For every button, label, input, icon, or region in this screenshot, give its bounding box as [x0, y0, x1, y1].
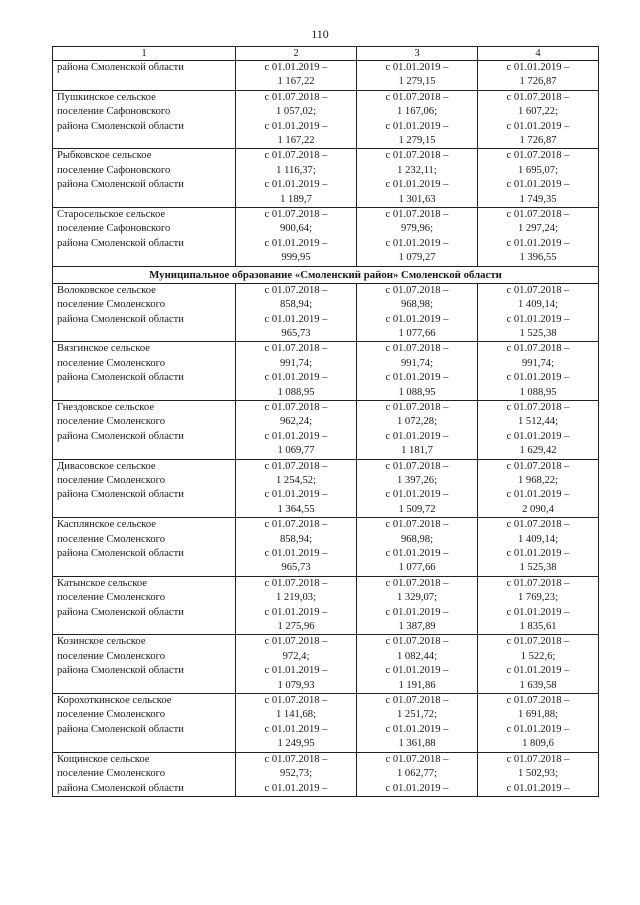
- settlement-name-line: Дивасовское сельское: [57, 460, 156, 472]
- value-cell-col3: [357, 752, 478, 796]
- tariff-table: [52, 46, 599, 797]
- value-line: с 01.07.2018 –: [264, 753, 328, 765]
- value-cell-col2: [236, 342, 357, 401]
- table-row: [53, 459, 599, 518]
- value-line: 1 607,22;: [517, 106, 559, 118]
- value-cell-col3: [357, 283, 478, 342]
- value-line: 1 167,06;: [396, 106, 438, 118]
- value-line: 1 769,23;: [517, 592, 559, 604]
- value-line: с 01.01.2019 –: [385, 430, 449, 442]
- value-line: с 01.07.2018 –: [264, 150, 328, 162]
- value-line: 1 116,37;: [276, 164, 316, 176]
- settlement-name-line: поселение Смоленского: [57, 299, 166, 311]
- settlement-name-line: поселение Смоленского: [57, 768, 166, 780]
- value-line: с 01.01.2019 –: [506, 62, 570, 73]
- value-line: с 01.01.2019 –: [506, 237, 570, 249]
- value-cell-col2: [236, 576, 357, 635]
- value-line: 968,98;: [400, 299, 434, 311]
- value-line: 1 088,95: [277, 386, 315, 398]
- value-cell-col4: [478, 459, 599, 518]
- value-cell-col2: [236, 90, 357, 149]
- value-line: с 01.07.2018 –: [385, 695, 449, 707]
- value-line: 1 088,95: [519, 386, 557, 398]
- value-line: 1 167,22: [277, 76, 315, 88]
- value-line: с 01.01.2019 –: [385, 548, 449, 559]
- value-line: 1 835,61: [519, 621, 557, 633]
- value-line: 1 297,24;: [517, 223, 559, 235]
- value-cell-col2: [236, 283, 357, 342]
- value-cell-col3: [357, 400, 478, 459]
- value-line: с 01.07.2018 –: [506, 91, 570, 103]
- value-line: с 01.01.2019 –: [506, 548, 570, 559]
- settlement-name-line: района Смоленской области: [57, 237, 184, 249]
- value-cell-col4: [478, 576, 599, 635]
- value-cell-col3: [357, 342, 478, 401]
- value-cell-col2: [236, 400, 357, 459]
- settlement-name-cell: [53, 90, 236, 149]
- value-cell-col2: [236, 208, 357, 267]
- value-line: с 01.01.2019 –: [385, 782, 449, 794]
- settlement-name-line: Волоковское сельское: [57, 284, 156, 296]
- table-body-before-section: [53, 61, 599, 267]
- settlement-name-line: района Смоленской области: [57, 723, 184, 735]
- value-cell-col3: [357, 635, 478, 694]
- settlement-name-line: района Смоленской области: [57, 606, 184, 618]
- value-line: 1 522,6;: [520, 650, 556, 662]
- table-row: [53, 90, 599, 149]
- value-line: с 01.07.2018 –: [506, 460, 570, 472]
- value-cell-col2: [236, 459, 357, 518]
- value-line: с 01.07.2018 –: [385, 636, 449, 648]
- column-number-2: 2: [236, 47, 357, 61]
- settlement-name-cell: [53, 752, 236, 796]
- value-line: с 01.07.2018 –: [264, 519, 328, 531]
- value-line: 1 189,7: [280, 193, 312, 205]
- value-line: с 01.01.2019 –: [506, 120, 570, 132]
- settlement-name-line: Кощинское сельское: [57, 753, 150, 765]
- value-cell-col3: [357, 518, 478, 577]
- value-cell-col3: [357, 61, 478, 91]
- value-line: 1 695,07;: [517, 164, 559, 176]
- settlement-name-line: поселение Сафоновского: [57, 164, 171, 176]
- value-line: 900,64;: [279, 223, 313, 235]
- value-line: с 01.07.2018 –: [506, 401, 570, 413]
- value-line: 1 191,86: [398, 679, 436, 691]
- value-line: 1 726,87: [519, 135, 557, 147]
- settlement-name-line: Козинское сельское: [57, 636, 146, 648]
- section-header-body: [53, 266, 599, 283]
- settlement-name-line: поселение Сафоновского: [57, 106, 171, 118]
- settlement-name-line: поселение Смоленского: [57, 592, 166, 604]
- value-line: с 01.01.2019 –: [385, 179, 449, 191]
- settlement-name-line: района Смоленской области: [57, 430, 184, 442]
- value-line: с 01.07.2018 –: [506, 284, 570, 296]
- value-line: с 01.01.2019 –: [264, 179, 328, 191]
- settlement-name-cell: [53, 635, 236, 694]
- value-line: с 01.07.2018 –: [385, 460, 449, 472]
- value-line: 1 301,63: [398, 193, 436, 205]
- value-line: с 01.01.2019 –: [385, 723, 449, 735]
- table-row: [53, 208, 599, 267]
- settlement-name-cell: [53, 283, 236, 342]
- value-line: 1 181,7: [401, 445, 433, 457]
- value-line: 991,74;: [279, 357, 313, 369]
- value-line: 1 069,77: [277, 445, 315, 457]
- value-cell-col3: [357, 576, 478, 635]
- settlement-name-line: поселение Смоленского: [57, 474, 166, 486]
- value-line: 1 639,58: [519, 679, 557, 691]
- value-line: с 01.07.2018 –: [506, 753, 570, 765]
- value-line: с 01.07.2018 –: [506, 577, 570, 589]
- value-line: с 01.07.2018 –: [264, 343, 328, 355]
- settlement-name-line: района Смоленской области: [57, 782, 184, 794]
- settlement-name-cell: [53, 576, 236, 635]
- settlement-name-cell: [53, 400, 236, 459]
- column-number-4: 4: [478, 47, 599, 61]
- settlement-name-line: поселение Смоленского: [57, 709, 166, 721]
- settlement-name-line: района Смоленской области: [57, 489, 184, 501]
- value-line: с 01.01.2019 –: [506, 606, 570, 618]
- value-line: 1 219,03;: [275, 592, 317, 604]
- value-line: 1 749,35: [519, 193, 557, 205]
- value-line: с 01.01.2019 –: [264, 665, 328, 677]
- value-line: с 01.01.2019 –: [385, 313, 449, 325]
- value-line: 1 062,77;: [396, 768, 438, 780]
- value-line: 1 502,93;: [517, 768, 559, 780]
- value-cell-col4: [478, 518, 599, 577]
- value-line: 1 691,88;: [517, 709, 559, 721]
- value-line: 1 057,02;: [275, 106, 317, 118]
- settlement-name-cell: [53, 61, 236, 91]
- value-line: 1 079,93: [277, 679, 315, 691]
- value-line: с 01.01.2019 –: [506, 665, 570, 677]
- value-line: с 01.01.2019 –: [264, 606, 328, 618]
- value-line: с 01.01.2019 –: [385, 62, 449, 73]
- value-line: с 01.07.2018 –: [385, 519, 449, 531]
- value-line: 1 088,95: [398, 386, 436, 398]
- value-line: с 01.01.2019 –: [385, 606, 449, 618]
- value-line: с 01.01.2019 –: [264, 782, 328, 794]
- settlement-name-line: района Смоленской области: [57, 62, 184, 73]
- value-line: с 01.01.2019 –: [506, 430, 570, 442]
- value-line: с 01.01.2019 –: [385, 372, 449, 384]
- value-line: 1 387,89: [398, 621, 436, 633]
- table-row: [53, 576, 599, 635]
- value-line: с 01.07.2018 –: [264, 209, 328, 221]
- value-line: с 01.01.2019 –: [506, 372, 570, 384]
- value-line: с 01.01.2019 –: [264, 313, 328, 325]
- value-line: 1 077,66: [398, 562, 436, 574]
- value-line: с 01.07.2018 –: [385, 150, 449, 162]
- value-line: с 01.01.2019 –: [264, 548, 328, 559]
- value-line: 1 167,22: [277, 135, 315, 147]
- value-line: с 01.07.2018 –: [385, 343, 449, 355]
- settlement-name-line: района Смоленской области: [57, 372, 184, 384]
- value-line: 1 409,14;: [517, 299, 559, 311]
- value-line: 1 072,28;: [396, 416, 438, 428]
- value-line: 1 968,22;: [517, 474, 559, 486]
- value-line: 1 082,44;: [396, 650, 438, 662]
- value-line: с 01.01.2019 –: [506, 489, 570, 501]
- value-line: с 01.07.2018 –: [264, 636, 328, 648]
- value-line: с 01.07.2018 –: [385, 284, 449, 296]
- value-line: 1 251,72;: [396, 709, 438, 721]
- settlement-name-cell: [53, 459, 236, 518]
- section-header-row: [53, 266, 599, 283]
- value-line: с 01.01.2019 –: [385, 489, 449, 501]
- value-line: с 01.07.2018 –: [385, 209, 449, 221]
- table-row: [53, 61, 599, 91]
- value-line: с 01.07.2018 –: [385, 91, 449, 103]
- value-cell-col3: [357, 90, 478, 149]
- column-number-1: 1: [53, 47, 236, 61]
- value-line: 968,98;: [400, 533, 434, 545]
- value-line: с 01.07.2018 –: [264, 91, 328, 103]
- value-line: с 01.01.2019 –: [264, 372, 328, 384]
- value-line: 965,73: [281, 562, 311, 574]
- column-number-row: [53, 47, 599, 61]
- value-line: 1 509,72: [398, 503, 436, 515]
- value-cell-col4: [478, 208, 599, 267]
- settlement-name-line: района Смоленской области: [57, 120, 184, 132]
- value-line: с 01.07.2018 –: [506, 343, 570, 355]
- table-row: [53, 283, 599, 342]
- value-line: 979,96;: [400, 223, 434, 235]
- value-line: 1 726,87: [519, 76, 557, 88]
- value-line: 1 077,66: [398, 327, 436, 339]
- value-line: 1 249,95: [277, 738, 315, 750]
- value-line: 1 361,88: [398, 738, 436, 750]
- value-cell-col2: [236, 635, 357, 694]
- table-row: [53, 752, 599, 796]
- value-line: 1 525,38: [519, 562, 557, 574]
- value-line: с 01.01.2019 –: [264, 723, 328, 735]
- value-line: с 01.07.2018 –: [506, 695, 570, 707]
- value-line: 1 232,11;: [397, 164, 437, 176]
- value-cell-col3: [357, 694, 478, 753]
- value-line: 991,74;: [521, 357, 555, 369]
- value-line: с 01.07.2018 –: [264, 695, 328, 707]
- value-line: с 01.07.2018 –: [385, 577, 449, 589]
- value-line: 952,73;: [279, 768, 313, 780]
- settlement-name-line: района Смоленской области: [57, 548, 184, 559]
- settlement-name-line: Пушкинское сельское: [57, 91, 156, 103]
- settlement-name-cell: [53, 342, 236, 401]
- settlement-name-line: Старосельское сельское: [57, 209, 166, 221]
- value-line: 1 279,15: [398, 135, 436, 147]
- value-line: 1 141,68;: [275, 709, 317, 721]
- value-line: 972,4;: [282, 650, 310, 662]
- value-line: с 01.07.2018 –: [264, 284, 328, 296]
- value-cell-col2: [236, 149, 357, 208]
- value-cell-col2: [236, 518, 357, 577]
- value-line: с 01.07.2018 –: [264, 401, 328, 413]
- value-line: с 01.01.2019 –: [506, 179, 570, 191]
- value-line: 1 409,14;: [517, 533, 559, 545]
- value-line: с 01.07.2018 –: [506, 209, 570, 221]
- value-line: 2 090,4: [522, 503, 554, 515]
- value-line: с 01.01.2019 –: [385, 120, 449, 132]
- value-line: 1 279,15: [398, 76, 436, 88]
- settlement-name-cell: [53, 518, 236, 577]
- value-line: с 01.01.2019 –: [264, 62, 328, 73]
- value-line: 858,94;: [279, 533, 313, 545]
- value-line: с 01.01.2019 –: [385, 665, 449, 677]
- settlement-name-line: поселение Смоленского: [57, 416, 166, 428]
- table-row: [53, 149, 599, 208]
- settlement-name-line: Вязгинское сельское: [57, 343, 150, 355]
- settlement-name-cell: [53, 149, 236, 208]
- value-line: с 01.01.2019 –: [264, 489, 328, 501]
- value-line: 1 809,6: [522, 738, 554, 750]
- value-line: с 01.07.2018 –: [385, 753, 449, 765]
- value-line: 965,73: [281, 327, 311, 339]
- value-cell-col4: [478, 694, 599, 753]
- value-line: с 01.07.2018 –: [506, 150, 570, 162]
- value-cell-col4: [478, 61, 599, 91]
- value-line: 1 525,38: [519, 327, 557, 339]
- settlement-name-line: Катынское сельское: [57, 577, 147, 589]
- value-cell-col4: [478, 752, 599, 796]
- value-line: 1 254,52;: [275, 474, 317, 486]
- value-line: 1 396,55: [519, 252, 557, 264]
- value-line: 991,74;: [400, 357, 434, 369]
- value-cell-col4: [478, 283, 599, 342]
- column-number-3: 3: [357, 47, 478, 61]
- settlement-name-line: Корохоткинское сельское: [57, 695, 172, 707]
- table-row: [53, 342, 599, 401]
- value-line: с 01.07.2018 –: [506, 519, 570, 531]
- value-line: с 01.07.2018 –: [506, 636, 570, 648]
- table-row: [53, 694, 599, 753]
- value-line: 858,94;: [279, 299, 313, 311]
- value-cell-col2: [236, 61, 357, 91]
- settlement-name-line: поселение Смоленского: [57, 533, 166, 545]
- value-cell-col2: [236, 752, 357, 796]
- settlement-name-cell: [53, 694, 236, 753]
- settlement-name-line: Рыбковское сельское: [57, 150, 152, 162]
- page-number: 110: [311, 27, 329, 41]
- value-cell-col3: [357, 459, 478, 518]
- value-cell-col4: [478, 400, 599, 459]
- settlement-name-line: Гнездовское сельское: [57, 401, 155, 413]
- value-cell-col4: [478, 342, 599, 401]
- value-line: с 01.07.2018 –: [264, 577, 328, 589]
- value-cell-col3: [357, 208, 478, 267]
- value-line: 1 512,44;: [517, 416, 559, 428]
- settlement-name-line: района Смоленской области: [57, 179, 184, 191]
- value-cell-col4: [478, 90, 599, 149]
- value-cell-col3: [357, 149, 478, 208]
- table-row: [53, 635, 599, 694]
- value-line: с 01.01.2019 –: [264, 120, 328, 132]
- settlement-name-line: поселение Смоленского: [57, 357, 166, 369]
- value-line: с 01.07.2018 –: [264, 460, 328, 472]
- settlement-name-line: Касплянское сельское: [57, 519, 157, 531]
- value-line: с 01.01.2019 –: [264, 430, 328, 442]
- value-line: с 01.01.2019 –: [506, 782, 570, 794]
- value-line: с 01.01.2019 –: [385, 237, 449, 249]
- value-line: 1 275,96: [277, 621, 315, 633]
- value-line: с 01.01.2019 –: [506, 313, 570, 325]
- value-line: с 01.01.2019 –: [264, 237, 328, 249]
- value-cell-col4: [478, 635, 599, 694]
- section-title: Муниципальное образование «Смоленский район» Смоленской области: [53, 266, 599, 283]
- settlement-name-cell: [53, 208, 236, 267]
- value-line: 1 397,26;: [396, 474, 438, 486]
- settlement-name-line: поселение Смоленского: [57, 650, 166, 662]
- table-row: [53, 518, 599, 577]
- settlement-name-line: района Смоленской области: [57, 313, 184, 325]
- value-line: с 01.07.2018 –: [385, 401, 449, 413]
- value-cell-col2: [236, 694, 357, 753]
- value-line: 962,24;: [279, 416, 313, 428]
- value-line: 1 629,42: [519, 445, 557, 457]
- settlement-name-line: района Смоленской области: [57, 665, 184, 677]
- table-body-after-section: [53, 283, 599, 796]
- value-line: с 01.01.2019 –: [506, 723, 570, 735]
- value-line: 1 364,55: [277, 503, 315, 515]
- value-line: 1 079,27: [398, 252, 436, 264]
- table-row: [53, 400, 599, 459]
- value-line: 1 329,07;: [396, 592, 438, 604]
- value-line: 999,95: [281, 252, 311, 264]
- value-cell-col4: [478, 149, 599, 208]
- settlement-name-line: поселение Сафоновского: [57, 223, 171, 235]
